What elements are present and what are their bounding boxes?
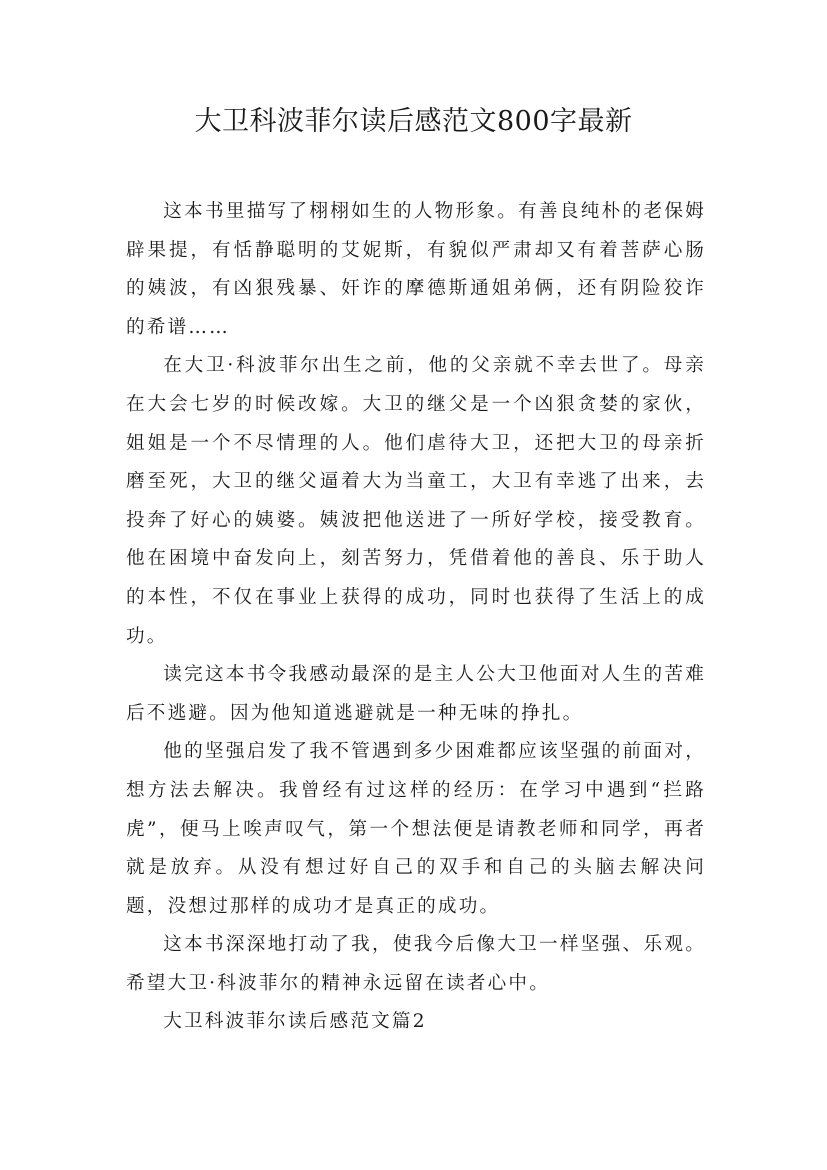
paragraph-4: 他的坚强启发了我不管遇到多少困难都应该坚强的前面对，想方法去解决。我曾经有过这样的经历：在学习中遇到“拦路虎”，便马上唉声叹气，第一个想法便是请教老师和同学，再者就是放弃。从没有想过好自己的双手和自己的头脑去解决问题，没想过那样的成功才是真正的成功。 xyxy=(126,741,706,917)
section-heading: 大卫科波菲尔读后感范文篇2 xyxy=(163,1011,427,1033)
paragraph-2: 在大卫·科波菲尔出生之前，他的父亲就不幸去世了。母亲在大会七岁的时候改嫁。大卫的继父是一个凶狠贪婪的家伙，姐姐是一个不尽情理的人。他们虐待大卫，还把大卫的母亲折磨至死，大卫的继父逼着大为当童工，大卫有幸逃了出来，去投奔了好心的姨婆。姨波把他送进了一所好学校，接受教育。他在困境中奋发向上，刻苦努力，凭借着他的善良、乐于助人的本性，不仅在事业上获得的成功，同时也获得了生活上的成功。 xyxy=(126,355,706,647)
paragraph-1: 这本书里描写了栩栩如生的人物形象。有善良纯朴的老保姆辟果提，有恬静聪明的艾妮斯，有貌似严肃却又有着菩萨心肠的姨波，有凶狠残暴、奸诈的摩德斯通姐弟俩，还有阴险狡诈的希谱…… xyxy=(126,201,706,338)
paragraph-5: 这本书深深地打动了我，使我今后像大卫一样坚强、乐观。希望大卫·科波菲尔的精神永远留在读者心中。 xyxy=(126,934,706,994)
paragraph-3: 读完这本书令我感动最深的是主人公大卫他面对人生的苦难后不逃避。因为他知道逃避就是一种无味的挣扎。 xyxy=(126,664,706,724)
document-body xyxy=(126,193,706,1042)
document-title: 大卫科波菲尔读后感范文800字最新 xyxy=(194,106,633,137)
